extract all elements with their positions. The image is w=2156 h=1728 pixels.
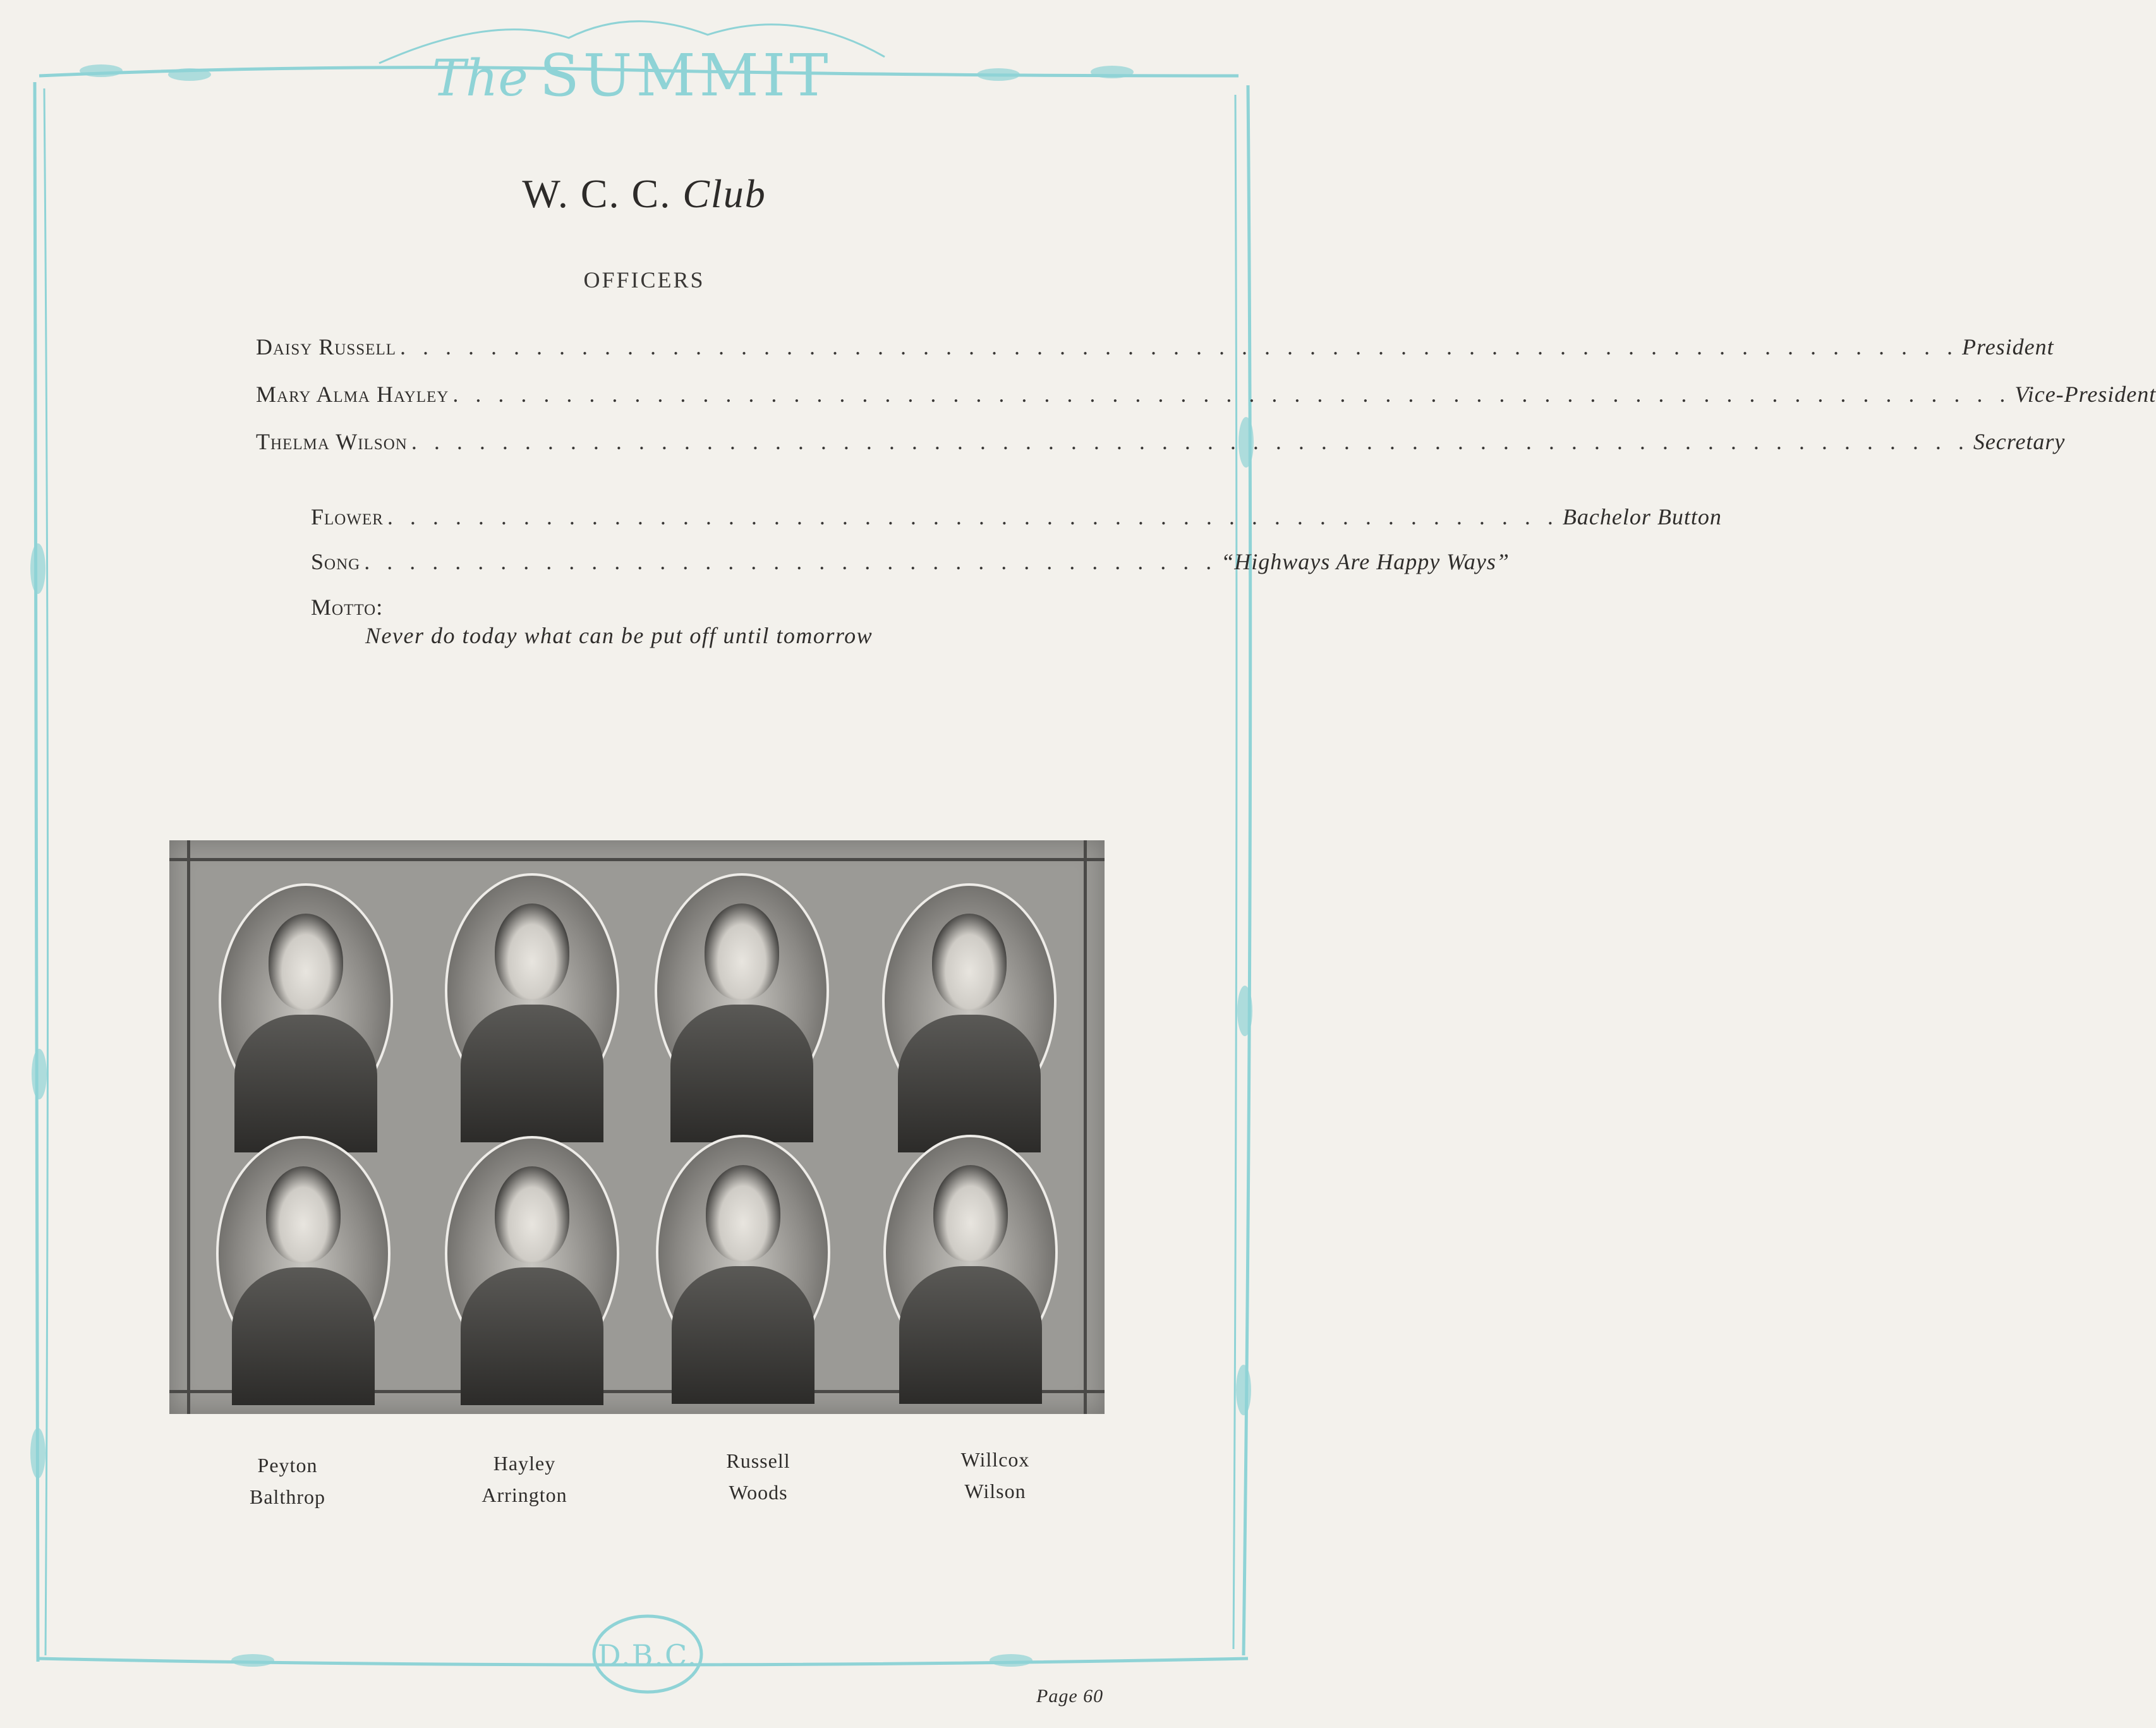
officer-role: Vice-President <box>2014 382 2156 407</box>
officer-role: Secretary <box>1973 429 2066 454</box>
portrait-photo <box>216 1136 391 1371</box>
portrait-photo <box>445 1136 619 1371</box>
yearbook-logo <box>341 38 923 114</box>
song-row <box>311 548 1510 575</box>
motto-label: Motto: <box>311 595 384 620</box>
portrait-caption <box>663 1445 853 1508</box>
title-main: W. C. C. <box>522 171 672 216</box>
officer-name: Thelma Wilson <box>256 429 408 454</box>
caption-bottom: Balthrop <box>250 1485 325 1508</box>
song-value: “Highways Are Happy Ways” <box>1221 549 1510 574</box>
logo-the: The <box>432 49 528 107</box>
title-suffix: Club <box>682 171 766 216</box>
caption-top: Willcox <box>960 1448 1030 1471</box>
motto-value: Never do today what can be put off until tomorrow <box>365 623 873 648</box>
portrait-caption <box>430 1447 619 1511</box>
dot-leader: . . . . . . . . . . . . . . . . . . . . . . . . . . . . . . . . . . . . . . <box>364 549 1218 574</box>
portrait-photo <box>656 1135 830 1370</box>
portrait-panel <box>169 840 1105 1414</box>
song-label: Song <box>311 549 361 574</box>
panel-rule <box>187 840 190 1414</box>
caption-bottom: Woods <box>729 1481 788 1504</box>
dot-leader: . . . . . . . . . . . . . . . . . . . . . . . . . . . . . . . . . . . . . . . . . . . . . . . . . . . . . . . . . . . . . . . . . . . . . <box>452 382 2011 407</box>
officer-name: Mary Alma Hayley <box>256 382 449 407</box>
motto-row <box>311 594 383 620</box>
panel-rule <box>1084 840 1087 1414</box>
officers-heading: OFFICERS <box>583 267 705 293</box>
officer-row <box>256 334 2054 360</box>
officer-row <box>256 381 2156 408</box>
portrait-photo <box>445 873 619 1108</box>
officer-row <box>256 428 2066 455</box>
caption-bottom: Arrington <box>481 1483 567 1506</box>
flower-value: Bachelor Button <box>1562 504 1722 529</box>
flower-label: Flower <box>311 504 384 529</box>
officer-role: President <box>1962 334 2054 359</box>
monogram-logo: D.B.C. <box>597 1638 698 1672</box>
officer-name: Daisy Russell <box>256 334 397 359</box>
caption-top: Hayley <box>493 1452 556 1475</box>
caption-top: Russell <box>726 1449 790 1472</box>
dot-leader: . . . . . . . . . . . . . . . . . . . . . . . . . . . . . . . . . . . . . . . . . . . . . . . . . . . . . . . . . . . . . . . . . . . . . <box>411 429 1970 454</box>
caption-top: Peyton <box>257 1454 318 1477</box>
flower-row <box>311 504 1722 530</box>
panel-rule <box>169 858 1105 861</box>
dot-leader: . . . . . . . . . . . . . . . . . . . . . . . . . . . . . . . . . . . . . . . . . . . . . . . . . . . . . . . . . . . . . . . . . . . . . <box>400 334 1959 359</box>
logo-summit: SUMMIT <box>539 42 832 109</box>
caption-bottom: Wilson <box>964 1480 1026 1502</box>
portrait-caption <box>193 1449 382 1513</box>
dot-leader: . . . . . . . . . . . . . . . . . . . . . . . . . . . . . . . . . . . . . . . . . . . . . . . . . . . . <box>387 504 1559 529</box>
portrait-photo <box>883 1135 1058 1370</box>
portrait-photo <box>219 883 393 1118</box>
page-title <box>0 171 1288 217</box>
portrait-caption <box>900 1444 1090 1507</box>
portrait-photo <box>882 883 1057 1118</box>
page-number: Page 60 <box>1036 1686 1104 1707</box>
portrait-photo <box>655 873 829 1108</box>
